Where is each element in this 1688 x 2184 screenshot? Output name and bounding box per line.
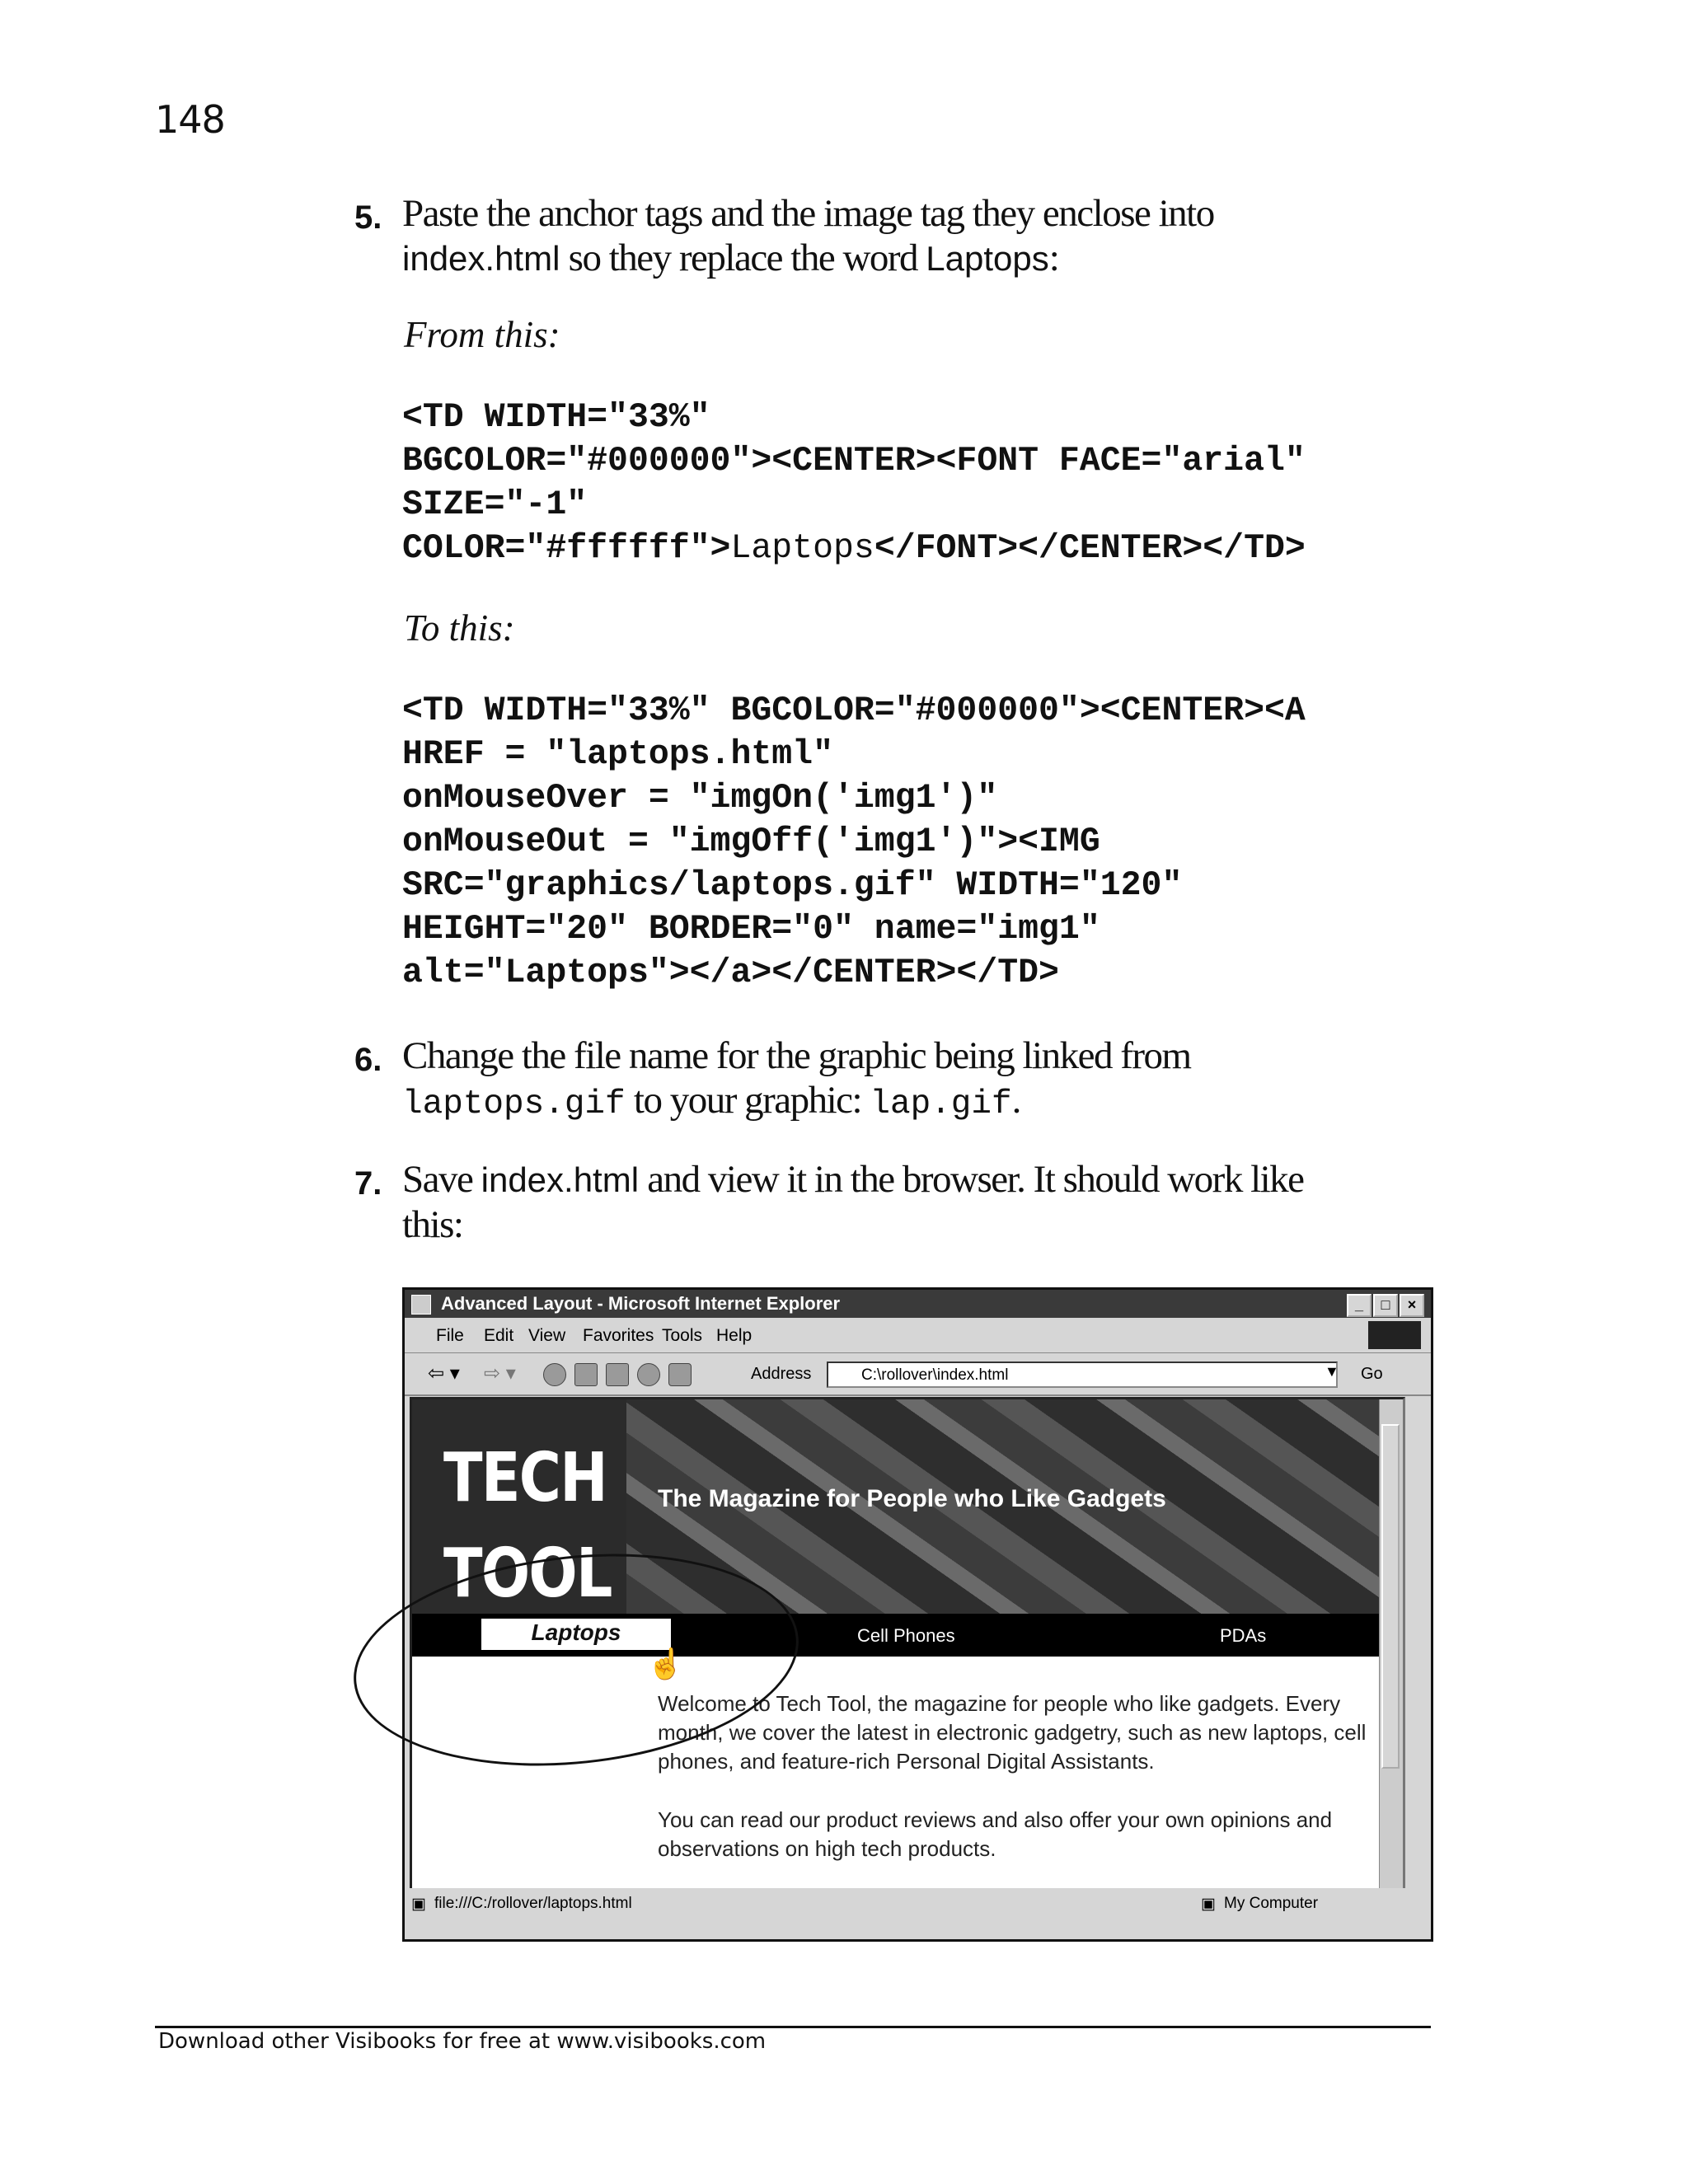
menu-file[interactable]: File bbox=[436, 1326, 464, 1345]
code-to-line: alt="Laptops"></a></CENTER></TD> bbox=[402, 954, 1059, 992]
step-5-end: : bbox=[1048, 237, 1059, 279]
menu-help[interactable]: Help bbox=[716, 1326, 753, 1345]
to-label: To this: bbox=[404, 607, 515, 649]
page-number: 148 bbox=[155, 97, 225, 142]
step-6-mid: to your graphic: bbox=[625, 1079, 870, 1122]
intro-paragraph: Welcome to Tech Tool, the magazine for people who like gadgets. Every month, we cover the latest in electronic gadgetry, such as new laptops, cell phones, and feature-rich Personal Digital Assistants. bbox=[658, 1691, 1367, 1774]
step-6-number: 6. bbox=[354, 1042, 382, 1078]
toolbar bbox=[405, 1353, 1431, 1396]
step-6-from-file: laptops.gif bbox=[402, 1085, 626, 1123]
nav-cell-phones[interactable]: Cell Phones bbox=[857, 1625, 955, 1646]
code-to-line: onMouseOver = "imgOn('img1')" bbox=[402, 779, 998, 818]
code-to-line: SRC="graphics/laptops.gif" WIDTH="120" bbox=[402, 866, 1183, 905]
window-title: Advanced Layout - Microsoft Internet Explorer bbox=[441, 1293, 841, 1314]
code-to bbox=[402, 689, 1306, 995]
step-7-text bbox=[402, 1157, 1408, 1247]
nav-pdas[interactable]: PDAs bbox=[1220, 1625, 1267, 1646]
code-to-line: HREF = "laptops.html" bbox=[402, 735, 833, 774]
footer-rule bbox=[155, 2026, 1431, 2028]
logo-line-2: TOOL bbox=[443, 1535, 612, 1613]
step-5-text bbox=[402, 191, 1408, 281]
status-zone: My Computer bbox=[1224, 1895, 1319, 1912]
menu-view[interactable]: View bbox=[528, 1326, 566, 1345]
code-from bbox=[402, 396, 1306, 570]
ie-icon bbox=[411, 1295, 431, 1315]
code-from-light: Laptops bbox=[730, 529, 874, 568]
computer-icon: ▣ bbox=[1201, 1896, 1216, 1913]
code-from-line: BGCOLOR="#000000"><CENTER><FONT FACE="arial" bbox=[402, 442, 1306, 480]
code-from-line: SIZE="-1" bbox=[402, 485, 588, 524]
maximize-button[interactable]: □ bbox=[1373, 1294, 1398, 1317]
step-7-pre: Save bbox=[402, 1158, 481, 1201]
close-button[interactable]: × bbox=[1400, 1294, 1424, 1317]
step-6-end: . bbox=[1011, 1079, 1020, 1122]
windows-logo-icon bbox=[1368, 1321, 1421, 1349]
title-bar bbox=[405, 1290, 1431, 1318]
code-from-tail: </FONT></CENTER></TD> bbox=[874, 529, 1306, 568]
step-7-number: 7. bbox=[354, 1165, 382, 1202]
code-to-line: onMouseOut = "imgOff('img1')"><IMG bbox=[402, 823, 1100, 861]
vertical-scrollbar[interactable] bbox=[1379, 1399, 1403, 1889]
hand-cursor-icon: ☝ bbox=[647, 1647, 684, 1680]
menu-favorites[interactable]: Favorites bbox=[583, 1326, 654, 1345]
address-label: Address bbox=[751, 1365, 812, 1383]
step-6-to-file: lap.gif bbox=[870, 1085, 1012, 1123]
go-button[interactable]: Go bbox=[1361, 1365, 1383, 1383]
code-from-line: <TD WIDTH="33%" bbox=[402, 398, 710, 437]
code-to-line: <TD WIDTH="33%" BGCOLOR="#000000"><CENTER><A bbox=[402, 691, 1306, 730]
step-7-file: index.html bbox=[481, 1160, 640, 1199]
code-from-line: COLOR="#ffffff"> bbox=[402, 529, 731, 568]
address-input[interactable]: C:\rollover\index.html bbox=[827, 1361, 1338, 1388]
status-bar bbox=[405, 1888, 1431, 1938]
step-5-file: index.html bbox=[402, 239, 560, 278]
menu-bar bbox=[405, 1318, 1431, 1353]
scrollbar-thumb[interactable] bbox=[1381, 1424, 1400, 1769]
step-6-line1: Change the file name for the graphic being linked from bbox=[402, 1034, 1191, 1077]
stop-icon[interactable] bbox=[543, 1363, 566, 1386]
page-content bbox=[658, 1690, 1383, 1863]
status-url: file:///C:/rollover/laptops.html bbox=[434, 1895, 632, 1912]
home-icon[interactable] bbox=[606, 1363, 629, 1386]
minimize-button[interactable]: _ bbox=[1347, 1294, 1372, 1317]
step-7-post: and view it in the browser. It should work like bbox=[639, 1158, 1304, 1201]
logo-line-1: TECH bbox=[443, 1439, 607, 1517]
from-label: From this: bbox=[404, 314, 560, 355]
step-5-number: 5. bbox=[354, 199, 382, 236]
step-5-mid: so they replace the word bbox=[560, 237, 926, 279]
step-5-word: Laptops bbox=[926, 239, 1049, 278]
address-dropdown-icon[interactable]: ▼ bbox=[1325, 1363, 1339, 1380]
code-to-line: HEIGHT="20" BORDER="0" name="img1" bbox=[402, 910, 1100, 949]
step-5-line1: Paste the anchor tags and the image tag they enclose into bbox=[402, 192, 1214, 235]
page-icon: ▣ bbox=[411, 1896, 426, 1913]
step-6-text bbox=[402, 1033, 1408, 1127]
menu-edit[interactable]: Edit bbox=[484, 1326, 514, 1345]
tagline: The Magazine for People who Like Gadgets bbox=[658, 1485, 1166, 1512]
search-icon[interactable] bbox=[637, 1363, 660, 1386]
step-7-line2: this: bbox=[402, 1203, 463, 1246]
nav-laptops[interactable]: Laptops bbox=[481, 1619, 671, 1650]
menu-tools[interactable]: Tools bbox=[662, 1326, 703, 1345]
footer-text: Download other Visibooks for free at www.visibooks.com bbox=[158, 2029, 767, 2054]
refresh-icon[interactable] bbox=[574, 1363, 598, 1386]
back-icon[interactable]: ⇦ ▾ bbox=[428, 1362, 460, 1385]
mail-icon[interactable] bbox=[668, 1363, 692, 1386]
forward-icon[interactable]: ⇨ ▾ bbox=[484, 1362, 516, 1385]
second-paragraph: You can read our product reviews and also offer your own opinions and observations on high tech products. bbox=[658, 1807, 1333, 1861]
